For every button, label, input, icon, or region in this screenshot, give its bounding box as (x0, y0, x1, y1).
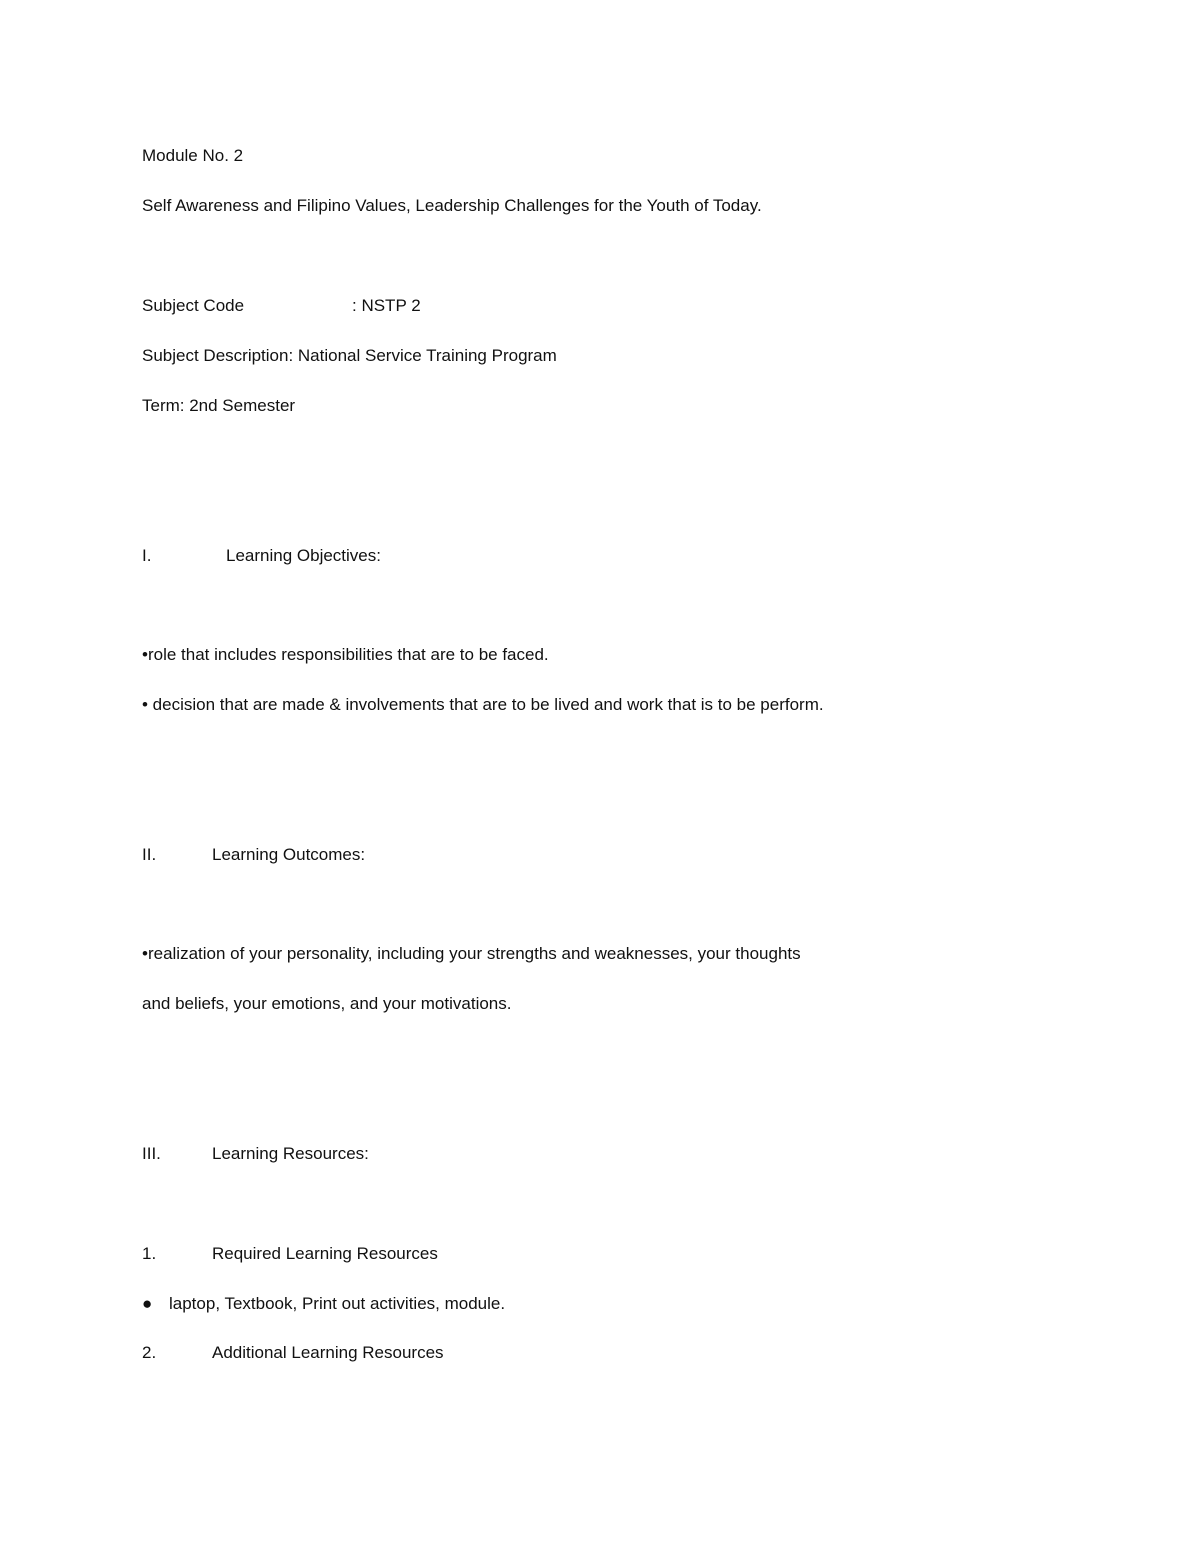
objective-bullet-1: •role that includes responsibilities that are to be faced. (142, 645, 549, 664)
bullet-icon: ● (142, 1294, 153, 1313)
resource-item-2 (142, 1342, 444, 1364)
resource-item-1 (142, 1243, 438, 1265)
section-learning-objectives-heading (142, 545, 381, 567)
list-item-label: Additional Learning Resources (212, 1343, 444, 1362)
subject-description: Subject Description: National Service Training Program (142, 346, 557, 365)
subject-code-value: : NSTP 2 (352, 296, 421, 315)
section-number: II. (142, 845, 157, 864)
section-learning-resources-heading (142, 1143, 369, 1165)
section-number: III. (142, 1144, 161, 1163)
list-number: 2. (142, 1343, 157, 1362)
objective-bullet-2: • decision that are made & involvements that are to be lived and work that is to be perform. (142, 695, 824, 714)
resource-item-1-detail (142, 1293, 506, 1315)
outcome-paragraph-line-2: and beliefs, your emotions, and your motivations. (142, 994, 512, 1013)
subject-code-label: Subject Code (142, 296, 245, 315)
module-title: Self Awareness and Filipino Values, Leadership Challenges for the Youth of Today. (142, 196, 762, 215)
section-heading: Learning Outcomes: (212, 845, 366, 864)
resource-detail-text: laptop, Textbook, Print out activities, module. (169, 1294, 506, 1313)
section-heading: Learning Resources: (212, 1144, 369, 1163)
term: Term: 2nd Semester (142, 396, 296, 415)
outcome-paragraph-line-1: •realization of your personality, including your strengths and weaknesses, your thoughts (142, 944, 801, 963)
list-item-label: Required Learning Resources (212, 1244, 438, 1263)
module-number: Module No. 2 (142, 146, 244, 165)
section-number: I. (142, 546, 152, 565)
section-heading: Learning Objectives: (226, 546, 381, 565)
subject-code-row (142, 295, 421, 317)
section-learning-outcomes-heading (142, 844, 366, 866)
list-number: 1. (142, 1244, 157, 1263)
